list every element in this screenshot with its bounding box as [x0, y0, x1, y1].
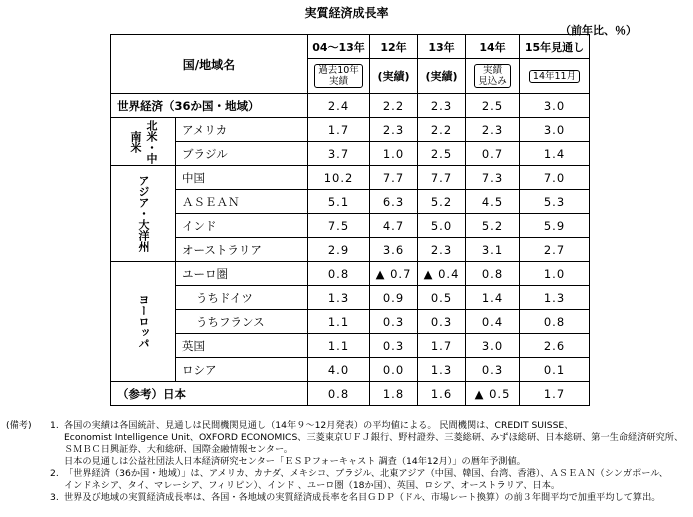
table-row [111, 142, 590, 166]
table-cell: 7.7 [370, 166, 418, 190]
table-cell: 3.0 [520, 118, 590, 142]
table-cell: 0.4 [466, 310, 520, 334]
table-cell: 4.5 [466, 190, 520, 214]
table-cell: 0.5 [418, 286, 466, 310]
table-row [111, 310, 590, 334]
note-number: 2. [50, 468, 59, 479]
note-item [6, 420, 690, 468]
table-cell: 4.0 [308, 358, 370, 382]
table-cell: 3.1 [466, 238, 520, 262]
note-line: 世界及び地域の実質経済成長率は、各国・各地域の実質経済成長率を名目ＧＤＰ（ドル、市場レート換算）の前３年間平均で加重平均して算出。 [64, 492, 661, 503]
note-line: 日本の見通しは公益社団法人日本経済研究センター「ＥＳＰフォーキャスト 調査（14年12月）」の暦年予測値。 [64, 456, 526, 467]
table-cell: 0.8 [308, 262, 370, 286]
table-cell: 10.2 [308, 166, 370, 190]
row-label: うちドイツ [176, 286, 308, 310]
table-cell: ▲ 0.4 [418, 262, 466, 286]
col-header: 12年 [370, 35, 418, 59]
table-cell: 7.0 [520, 166, 590, 190]
table-cell: 4.7 [370, 214, 418, 238]
col-subheader: (実績) [418, 59, 466, 94]
table-cell: 3.6 [370, 238, 418, 262]
table-cell: 2.5 [418, 142, 466, 166]
table-cell: 7.3 [466, 166, 520, 190]
table-cell: 2.2 [370, 94, 418, 118]
table-cell: 2.2 [418, 118, 466, 142]
table-cell: 0.8 [466, 262, 520, 286]
row-label: 英国 [176, 334, 308, 358]
note-text [64, 468, 690, 492]
table-cell: 0.9 [370, 286, 418, 310]
note-text [64, 420, 690, 468]
group-label-americas [111, 118, 176, 166]
table-cell: 0.3 [370, 334, 418, 358]
table-cell: 1.7 [520, 382, 590, 406]
table-row [111, 190, 590, 214]
table-cell: 2.3 [418, 94, 466, 118]
table-cell: 0.7 [466, 142, 520, 166]
table-cell: 2.3 [466, 118, 520, 142]
note-number: 3. [50, 492, 59, 503]
row-label: 世界経済（36か国・地域） [111, 94, 308, 118]
table-cell: 1.1 [308, 334, 370, 358]
table-cell: 3.7 [308, 142, 370, 166]
table-cell: 5.2 [466, 214, 520, 238]
table-cell: 2.9 [308, 238, 370, 262]
table-cell: ▲ 0.7 [370, 262, 418, 286]
table-row [111, 262, 590, 286]
table-cell: 1.4 [466, 286, 520, 310]
note-item [6, 492, 690, 504]
table-cell: 5.1 [308, 190, 370, 214]
group-text: アジア・大洋州 [137, 175, 150, 252]
row-label: アメリカ [176, 118, 308, 142]
table-cell: 0.3 [466, 358, 520, 382]
col-header: 04～13年 [308, 35, 370, 59]
table-cell: 0.8 [308, 382, 370, 406]
region-header: 国/地域名 [111, 35, 308, 94]
note-line: 各国の実績は各国統計、見通しは民間機関見通し（14年９～12月発表）の平均値による。 民間機関は、CREDIT SUISSE、 [64, 420, 574, 431]
table-row [111, 166, 590, 190]
table-cell: 1.4 [520, 142, 590, 166]
table-cell: 2.5 [466, 94, 520, 118]
table-cell: 2.4 [308, 94, 370, 118]
table-cell: 1.0 [370, 142, 418, 166]
table-cell: 5.3 [520, 190, 590, 214]
note-number: 1. [50, 420, 59, 431]
table-cell: 1.3 [308, 286, 370, 310]
notes-prefix: (備考) [6, 420, 32, 431]
table-cell: 1.6 [418, 382, 466, 406]
table-cell: 1.8 [370, 382, 418, 406]
row-label: オーストラリア [176, 238, 308, 262]
header-row [111, 35, 590, 59]
table-row [111, 238, 590, 262]
table-cell: 5.0 [418, 214, 466, 238]
row-label: ユーロ圏 [176, 262, 308, 286]
group-label-europe [111, 262, 176, 382]
table-row [111, 358, 590, 382]
note-text [64, 492, 690, 504]
col-subheader: 14年11月 [529, 70, 580, 83]
group-text: ヨーロッパ [137, 294, 150, 349]
table-row [111, 334, 590, 358]
table-cell: 1.1 [308, 310, 370, 334]
note-line: インドネシア、タイ、マレーシア、フィリピン）、インド 、ユーロ圏（18か国）、英国、ロシア、オーストラリア、日本。 [64, 480, 561, 491]
col-header: 15年見通し [520, 35, 590, 59]
table-cell: 0.8 [520, 310, 590, 334]
table-cell: 0.3 [418, 310, 466, 334]
notes [6, 420, 690, 504]
table-cell: 0.1 [520, 358, 590, 382]
row-label: （参考）日本 [111, 382, 308, 406]
table-cell: 1.7 [418, 334, 466, 358]
table-cell: 1.3 [418, 358, 466, 382]
row-label: インド [176, 214, 308, 238]
note-line: 「世界経済（36か国・地域）」は、アメリカ、カナダ、メキシコ、ブラジル、北東アジア（中国、韓国、台湾、香港）、ＡＳＥＡＮ（シンガポール、 [64, 468, 668, 479]
col-subheader: (実績) [370, 59, 418, 94]
col-subheader: 過去10年 実績 [314, 64, 363, 88]
row-label: ＡＳＥＡＮ [176, 190, 308, 214]
row-label: 中国 [176, 166, 308, 190]
table-title: 実質経済成長率 [304, 6, 389, 20]
note-line: Economist Intelligence Unit、OXFORD ECONOMICS、三菱東京ＵＦＪ銀行、野村證券、三菱総研、みずほ総研、日本総研、第一生命経済研究所、 [64, 432, 684, 443]
row-label: うちフランス [176, 310, 308, 334]
table-cell: 2.3 [418, 238, 466, 262]
note-item [6, 468, 690, 492]
table-cell: 1.0 [520, 262, 590, 286]
table-cell: 1.3 [520, 286, 590, 310]
table-cell: 7.5 [308, 214, 370, 238]
row-label: ブラジル [176, 142, 308, 166]
table-cell: 5.9 [520, 214, 590, 238]
unit-label: （前年比、％） [560, 24, 637, 37]
group-text: 北米・中南米 [129, 119, 158, 164]
col-subheader: 実績 見込み [474, 64, 511, 88]
col-header: 13年 [418, 35, 466, 59]
table-row [111, 286, 590, 310]
table-row [111, 214, 590, 238]
table-cell: 0.0 [370, 358, 418, 382]
table-cell: 3.0 [466, 334, 520, 358]
col-header: 14年 [466, 35, 520, 59]
table-cell: 5.2 [418, 190, 466, 214]
table-row [111, 382, 590, 406]
table-row [111, 118, 590, 142]
table-cell: 3.0 [520, 94, 590, 118]
table-cell: ▲ 0.5 [466, 382, 520, 406]
table-cell: 1.7 [308, 118, 370, 142]
table-cell: 2.3 [370, 118, 418, 142]
table-row [111, 94, 590, 118]
table-cell: 7.7 [418, 166, 466, 190]
group-label-asia [111, 166, 176, 262]
table-cell: 6.3 [370, 190, 418, 214]
table-cell: 0.3 [370, 310, 418, 334]
note-line: ＳＭＢＣ日興証券、大和総研、国際金融情報センター。 [64, 444, 293, 455]
table-cell: 2.6 [520, 334, 590, 358]
row-label: ロシア [176, 358, 308, 382]
growth-table [110, 34, 590, 406]
table-cell: 2.7 [520, 238, 590, 262]
